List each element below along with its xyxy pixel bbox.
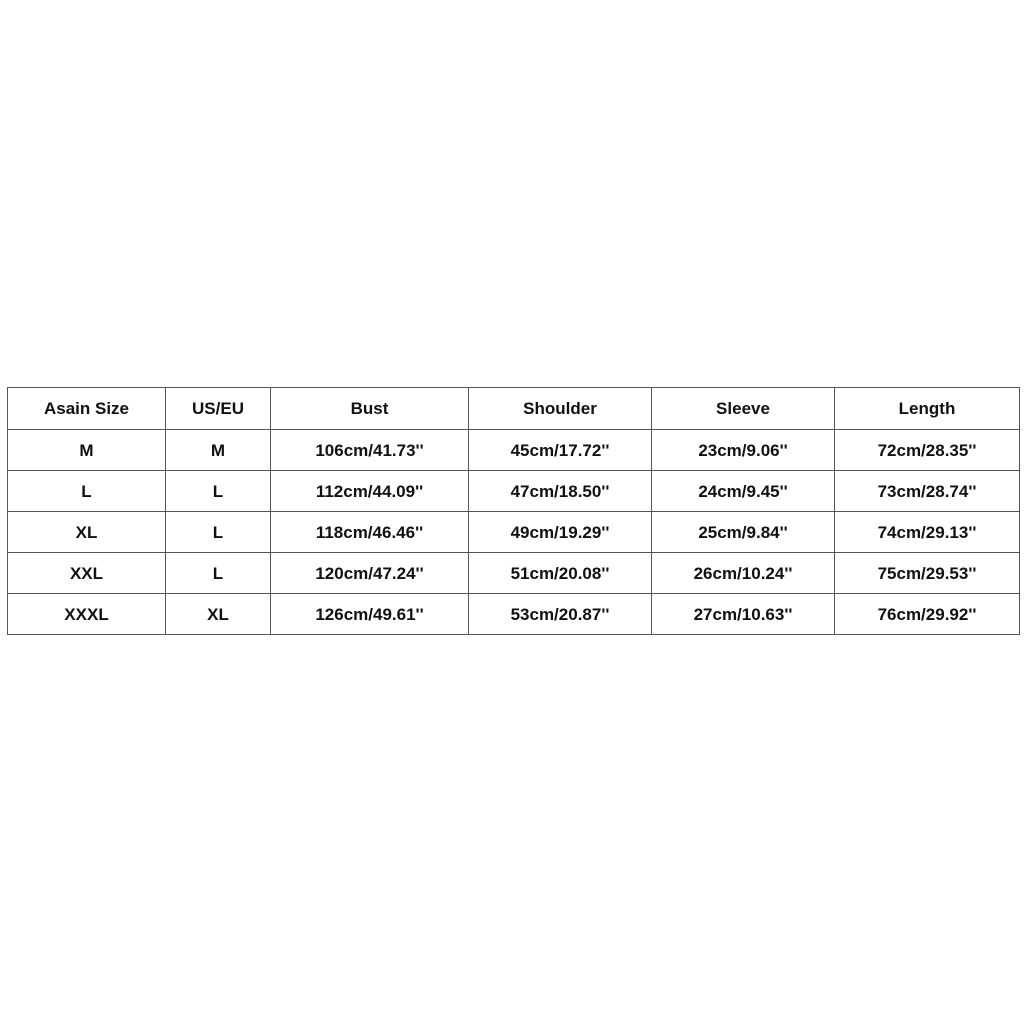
cell-length: 72cm/28.35'' xyxy=(835,430,1020,471)
cell-asian-size: XXL xyxy=(8,553,166,594)
cell-length: 76cm/29.92'' xyxy=(835,594,1020,635)
cell-us-eu: L xyxy=(166,512,271,553)
cell-sleeve: 23cm/9.06'' xyxy=(652,430,835,471)
cell-us-eu: M xyxy=(166,430,271,471)
header-sleeve: Sleeve xyxy=(652,388,835,430)
cell-length: 75cm/29.53'' xyxy=(835,553,1020,594)
size-chart xyxy=(7,387,1019,631)
header-length: Length xyxy=(835,388,1020,430)
table-row xyxy=(8,553,1020,594)
cell-bust: 112cm/44.09'' xyxy=(271,471,469,512)
cell-shoulder: 53cm/20.87'' xyxy=(469,594,652,635)
cell-length: 73cm/28.74'' xyxy=(835,471,1020,512)
cell-sleeve: 27cm/10.63'' xyxy=(652,594,835,635)
cell-us-eu: XL xyxy=(166,594,271,635)
table-row xyxy=(8,471,1020,512)
table-header-row xyxy=(8,388,1020,430)
cell-asian-size: XL xyxy=(8,512,166,553)
header-us-eu: US/EU xyxy=(166,388,271,430)
size-table xyxy=(7,387,1020,635)
header-shoulder: Shoulder xyxy=(469,388,652,430)
cell-bust: 106cm/41.73'' xyxy=(271,430,469,471)
cell-us-eu: L xyxy=(166,471,271,512)
table-row xyxy=(8,594,1020,635)
cell-bust: 126cm/49.61'' xyxy=(271,594,469,635)
header-asian-size: Asain Size xyxy=(8,388,166,430)
cell-bust: 118cm/46.46'' xyxy=(271,512,469,553)
cell-shoulder: 47cm/18.50'' xyxy=(469,471,652,512)
table-row xyxy=(8,430,1020,471)
header-bust: Bust xyxy=(271,388,469,430)
cell-asian-size: L xyxy=(8,471,166,512)
cell-shoulder: 45cm/17.72'' xyxy=(469,430,652,471)
table-row xyxy=(8,512,1020,553)
cell-sleeve: 25cm/9.84'' xyxy=(652,512,835,553)
cell-shoulder: 49cm/19.29'' xyxy=(469,512,652,553)
cell-us-eu: L xyxy=(166,553,271,594)
cell-shoulder: 51cm/20.08'' xyxy=(469,553,652,594)
cell-bust: 120cm/47.24'' xyxy=(271,553,469,594)
cell-asian-size: XXXL xyxy=(8,594,166,635)
cell-sleeve: 24cm/9.45'' xyxy=(652,471,835,512)
cell-sleeve: 26cm/10.24'' xyxy=(652,553,835,594)
cell-asian-size: M xyxy=(8,430,166,471)
cell-length: 74cm/29.13'' xyxy=(835,512,1020,553)
